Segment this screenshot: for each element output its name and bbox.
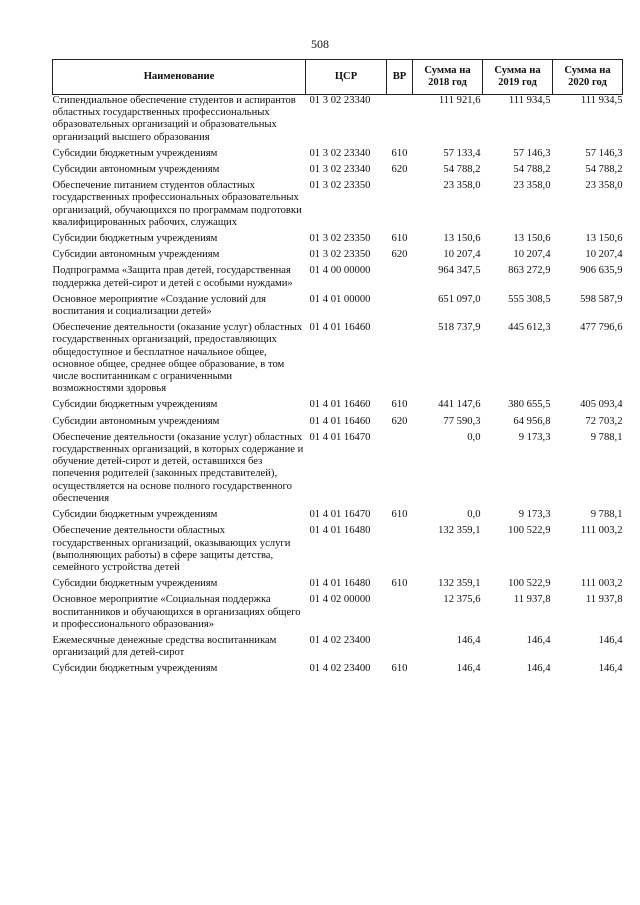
row-name: Субсидии бюджетным учреждениям [52,578,218,590]
row-vr [387,594,413,635]
row-name: Субсидии автономным учреждениям [52,164,220,176]
table-row [53,578,623,594]
row-csr: 01 3 02 23340 [309,164,371,176]
row-vr: 610 [391,663,408,675]
table-row [53,525,623,578]
row-sum-2019: 57 146,3 [513,147,551,159]
row-name: Субсидии автономным учреждениям [52,249,220,261]
row-name: Субсидии бюджетным учреждениям [52,663,218,675]
row-vr: 610 [391,509,408,521]
table-row [53,180,623,233]
row-name: Ежемесячные денежные средства воспитанникам организаций для детей-сирот [52,634,277,659]
row-vr [387,432,413,509]
row-sum-2020: 111 003,2 [580,578,623,590]
row-sum-2018: 441 147,6 [438,399,481,411]
header-vr: ВР [387,60,413,95]
row-sum-2019: 445 612,3 [508,322,551,334]
header-sum-2019: Сумма на 2019 год [483,60,553,95]
row-sum-2018: 518 737,9 [438,322,481,334]
row-csr: 01 4 01 16480 [309,578,371,590]
row-csr: 01 3 02 23350 [309,249,371,261]
row-sum-2020: 9 788,1 [590,431,623,443]
row-name: Подпрограмма «Защита прав детей, государственная поддержка детей-сирот и детей с особыми нуждами» [52,265,293,289]
row-name: Обеспечение деятельности (оказание услуг) областных государственных организаций, в которых содержание и обучение детей-сирот и детей, оставшихся без попечения родителей (законных представителей), осуществляется на основе полного государственного обеспечения [52,431,304,504]
row-sum-2019: 13 150,6 [513,233,551,245]
row-sum-2018: 10 207,4 [443,249,481,261]
table-header [53,60,623,95]
row-name: Обеспечение деятельности областных государственных организаций, оказывающих услуги (выполняющих работы) в сфере защиты детства, семейного устройства детей [52,525,291,573]
row-sum-2020: 13 150,6 [585,233,623,245]
row-vr [387,265,413,293]
row-sum-2020: 111 003,2 [580,525,623,537]
page-number: 508 [311,37,329,51]
table-row [53,399,623,415]
row-sum-2018: 964 347,5 [438,265,481,277]
row-csr: 01 4 00 00000 [309,265,371,277]
row-csr: 01 4 01 16470 [309,431,371,443]
table-row [53,233,623,249]
row-csr: 01 3 02 23340 [309,95,371,106]
row-sum-2018: 23 358,0 [443,180,481,192]
row-sum-2019: 23 358,0 [513,180,551,192]
row-sum-2019: 11 937,8 [513,594,551,606]
row-sum-2018: 146,4 [456,663,481,675]
row-csr: 01 3 02 23350 [309,180,371,192]
row-sum-2018: 111 921,6 [438,95,481,106]
row-sum-2018: 57 133,4 [443,147,481,159]
row-sum-2018: 0,0 [467,509,481,521]
row-vr [387,180,413,233]
row-vr: 620 [391,415,408,427]
row-sum-2020: 57 146,3 [585,147,623,159]
row-vr [387,95,413,148]
row-name: Обеспечение деятельности (оказание услуг) областных государственных организаций, предоставляющих общедоступное и бесплатное начальное общее, основное общее, среднее общее образование, в том числе воспитанникам с ограниченными возможностями здоровья [52,322,303,395]
row-csr: 01 4 01 16460 [309,415,371,427]
row-vr: 610 [391,399,408,411]
row-csr: 01 3 02 23340 [309,147,371,159]
table-row [53,164,623,180]
row-name: Обеспечение питанием студентов областных государственных профессиональных образовательных организаций, обучающихся по программам подготовки квалифицированных рабочих, служащих [52,180,302,228]
row-sum-2018: 132 359,1 [438,525,481,537]
row-sum-2020: 54 788,2 [585,164,623,176]
table-row [53,635,623,663]
row-sum-2020: 405 093,4 [580,399,623,411]
table-body [53,95,623,680]
row-sum-2019: 146,4 [526,663,551,675]
table-row [53,663,623,679]
row-vr: 620 [391,164,408,176]
table-row [53,432,623,509]
row-csr: 01 4 01 00000 [309,293,371,305]
row-vr [387,322,413,399]
row-csr: 01 4 01 16460 [309,399,371,411]
table-row [53,416,623,432]
table-row [53,594,623,635]
table-row [53,265,623,293]
row-sum-2020: 598 587,9 [580,293,623,305]
row-name: Основное мероприятие «Создание условий для воспитания и социализации детей» [52,293,266,318]
row-csr: 01 4 02 23400 [309,663,371,675]
row-sum-2019: 111 934,5 [508,95,551,106]
row-sum-2020: 111 934,5 [580,95,623,106]
table-row [53,294,623,322]
row-vr: 610 [391,578,408,590]
row-sum-2019: 64 956,8 [513,415,551,427]
row-sum-2019: 9 173,3 [518,431,551,443]
row-vr [387,294,413,322]
row-csr: 01 4 01 16480 [309,525,371,537]
header-sum-2020: Сумма на 2020 год [553,60,623,95]
row-vr [387,635,413,663]
row-csr: 01 4 01 16470 [309,509,371,521]
row-sum-2020: 146,4 [598,634,623,646]
row-sum-2020: 11 937,8 [585,594,623,606]
row-sum-2020: 72 703,2 [585,415,623,427]
header-sum-2018: Сумма на 2018 год [413,60,483,95]
table-row [53,249,623,265]
row-csr: 01 4 02 23400 [309,634,371,646]
row-sum-2019: 54 788,2 [513,164,551,176]
row-sum-2020: 146,4 [598,663,623,675]
row-name: Субсидии автономным учреждениям [52,415,220,427]
row-sum-2019: 10 207,4 [513,249,551,261]
row-sum-2018: 12 375,6 [443,594,481,606]
row-name: Субсидии бюджетным учреждениям [52,399,218,411]
row-csr: 01 4 01 16460 [309,322,371,334]
row-sum-2020: 477 796,6 [580,322,623,334]
table-row [53,148,623,164]
row-sum-2018: 0,0 [467,431,481,443]
row-sum-2020: 906 635,9 [580,265,623,277]
row-vr: 610 [391,147,408,159]
row-sum-2019: 100 522,9 [508,578,551,590]
budget-table [52,59,623,680]
header-csr: ЦСР [306,60,387,95]
row-name: Стипендиальное обеспечение студентов и аспирантов областных государственных профессиональных образовательных организаций и образовательных организаций высшего образования [52,95,296,143]
row-name: Субсидии бюджетным учреждениям [52,509,218,521]
row-name: Субсидии бюджетным учреждениям [52,147,218,159]
row-sum-2019: 100 522,9 [508,525,551,537]
row-vr: 610 [391,233,408,245]
row-sum-2019: 555 308,5 [508,293,551,305]
header-name: Наименование [53,60,306,95]
table-row [53,509,623,525]
row-sum-2020: 10 207,4 [585,249,623,261]
table-row [53,95,623,148]
row-sum-2018: 13 150,6 [443,233,481,245]
table-row [53,322,623,399]
row-sum-2019: 863 272,9 [508,265,551,277]
row-vr: 620 [391,249,408,261]
row-vr [387,525,413,578]
row-sum-2020: 9 788,1 [590,509,623,521]
row-sum-2020: 23 358,0 [585,180,623,192]
row-sum-2018: 54 788,2 [443,164,481,176]
row-csr: 01 4 02 00000 [309,594,371,606]
row-sum-2019: 380 655,5 [508,399,551,411]
row-sum-2018: 651 097,0 [438,293,481,305]
row-sum-2018: 132 359,1 [438,578,481,590]
row-sum-2018: 146,4 [456,634,481,646]
row-sum-2019: 9 173,3 [518,509,551,521]
row-csr: 01 3 02 23350 [309,233,371,245]
row-sum-2018: 77 590,3 [443,415,481,427]
row-name: Субсидии бюджетным учреждениям [52,233,218,245]
row-name: Основное мероприятие «Социальная поддержка воспитанников и обучающихся в организациях общего и профессионального образования» [52,594,301,630]
row-sum-2019: 146,4 [526,634,551,646]
